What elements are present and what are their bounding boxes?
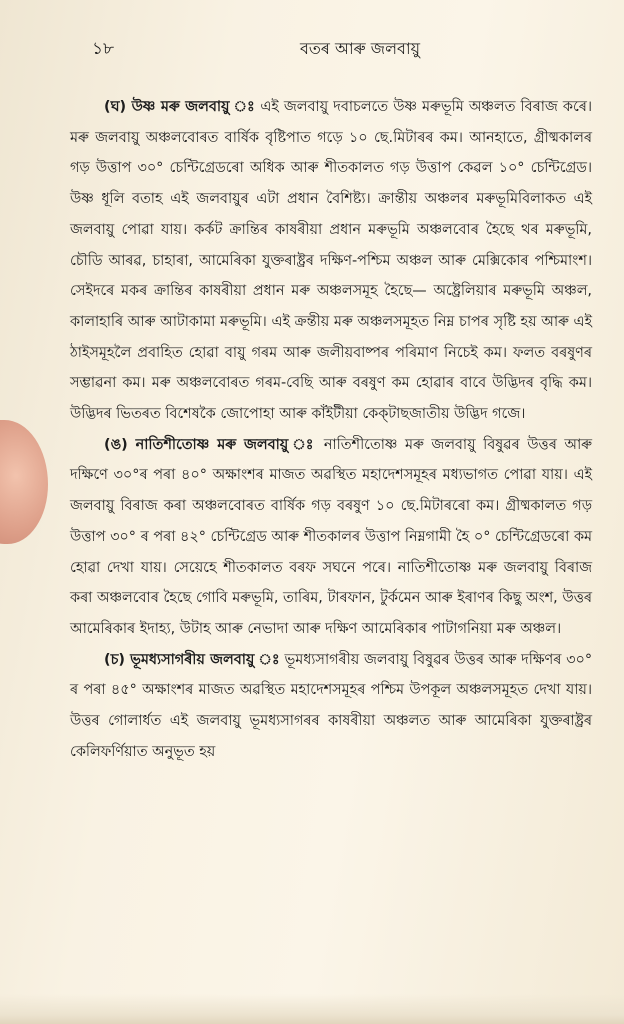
page-bottom-edge [0, 994, 624, 1024]
section-heading: (চ) ভূমধ্যসাগৰীয় জলবায়ু ঃ [104, 651, 280, 668]
section-temperate-desert-climate [70, 430, 592, 645]
page-header [0, 30, 624, 70]
page-number: ১৮ [92, 39, 115, 59]
running-title: বতৰ আৰু জলবায়ু [300, 39, 421, 58]
section-heading: (ঙ) নাতিশীতোষ্ণ মৰু জলবায়ু ঃ [104, 436, 317, 453]
section-hot-desert-climate [70, 92, 592, 430]
section-text: এই জলবায়ু দবাচলতে উষ্ণ মৰুভূমি অঞ্চলত বিৰাজ কৰে। মৰু জলবায়ু অঞ্চলবোৰত বাৰ্ষিক বৃষ্টিপাত গড়ে ১০ ছে.মিটাৰৰ কম। আনহাতে, গ্ৰীষ্মকালৰ গড় উত্তাপ ৩০° চেন্টিগ্ৰেডৰো অধিক আৰু শীতকালত গড় উত্তাপ কেৱল ১০° চেন্টিগ্ৰেড। উষ্ণ ধূলি বতাহ এই জলবায়ুৰ এটা প্ৰধান বৈশিষ্ট্য। ক্ৰান্তীয় অঞ্চলৰ মৰুভূমিবিলাকত এই জলবায়ু পোৱা যায়। কৰ্কট ক্ৰান্তিৰ কাষৰীয়া প্ৰধান মৰুভূমি অঞ্চলবোৰ হৈছে থৰ মৰুভূমি, চৌডি আৰৱ, চাহাৰা, আমেৰিকা যুক্তৰাষ্ট্ৰৰ দক্ষিণ-পশ্চিম অঞ্চল আৰু মেক্সিকোৰ পশ্চিমাংশ। সেইদৰে মকৰ ক্ৰান্তিৰ কাষৰীয়া প্ৰধান মৰু অঞ্চলসমূহ হৈছে— অষ্ট্ৰেলিয়াৰ মৰুভূমি অঞ্চল, কালাহাৰি আৰু আটাকামা মৰুভূমি। এই ক্ৰন্তীয় মৰু অঞ্চলসমূহত নিম্ন চাপৰ সৃষ্টি হয় আৰু এই ঠাইসমূহলৈ প্ৰবাহিত হোৱা বায়ু গৰম আৰু জলীয়বাষ্পৰ পৰিমাণ নিচেই কম। ফলত বৰষুণৰ সম্ভাৱনা কম। মৰু অঞ্চলবোৰত গৰম-বেছি আৰু বৰষুণ কম হোৱাৰ বাবে উদ্ভিদৰ বৃদ্ধি কম। উদ্ভিদৰ ভিতৰত বিশেষকৈ জোপোহা আৰু কাঁইটীয়া কেক্‌টাছজাতীয় উদ্ভিদ গজে। [70, 99, 592, 423]
section-mediterranean-climate [70, 645, 592, 768]
page-body [70, 92, 592, 767]
section-heading: (ঘ) উষ্ণ মৰু জলবায়ু ঃ [104, 99, 256, 115]
section-text: নাতিশীতোষ্ণ মৰু জলবায়ু বিষুৱৰ উত্তৰ আৰু দক্ষিণে ৩০°ৰ পৰা ৪০° অক্ষাংশৰ মাজত অৱস্থিত মহাদেশসমূহৰ মধ্যভাগত পোৱা যায়। এই জলবায়ু বিৰাজ কৰা অঞ্চলবোৰত বাৰ্ষিক গড় বৰষুণ ১০ ছে.মিটাৰৰো কম। গ্ৰীষ্মকালত গড় উত্তাপ ৩০° ৰ পৰা ৪২° চেন্টিগ্ৰেড আৰু শীতকালৰ উত্তাপ নিম্নগামী হৈ ০° চেন্টিগ্ৰেডৰো কম হোৱা দেখা যায়। সেয়েহে শীতকালত বৰফ সঘনে পৰে। নাতিশীতোষ্ণ মৰু জলবায়ু বিৰাজ কৰা অঞ্চলবোৰ হৈছে গোবি মৰুভূমি, তাৰিম, টাৰফান, টুৰ্কমেন আৰু ইৰাণৰ কিছু অংশ, উত্তৰ আমেৰিকাৰ ইদাহ্য, উটাহ আৰু নেভাদা আৰু দক্ষিণ আমেৰিকাৰ পাটাগনিয়া মৰু অঞ্চল। [70, 436, 592, 637]
section-text: ভূমধ্যসাগৰীয় জলবায়ু বিষুৱৰ উত্তৰ আৰু দক্ষিণৰ ৩০° ৰ পৰা ৪৫° অক্ষাংশৰ মাজত অৱস্থিত মহাদেশসমূহৰ পশ্চিম উপকূল অঞ্চলসমূহত দেখা যায়। উত্তৰ গোলাৰ্ধত এই জলবায়ু ভূমধ্যসাগৰৰ কাষৰীয়া অঞ্চলত আৰু আমেৰিকা যুক্তৰাষ্ট্ৰৰ কেলিফৰ্ণিয়াত অনুভূত হয় [70, 651, 593, 760]
